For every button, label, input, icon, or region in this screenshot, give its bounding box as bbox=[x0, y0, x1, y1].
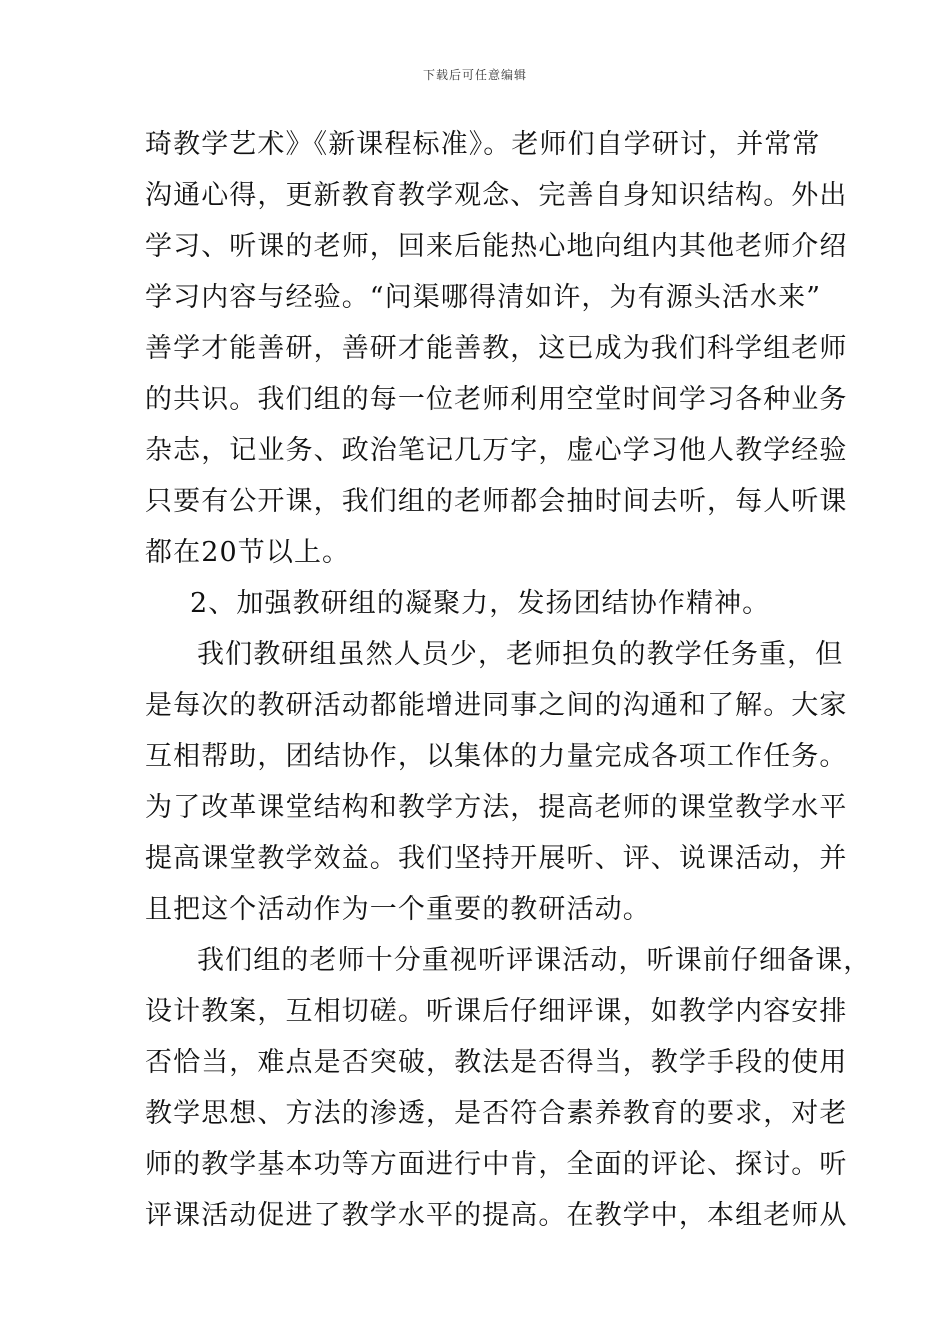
text-line: 的共识。我们组的每一位老师利用空堂时间学习各种业务 bbox=[145, 384, 848, 415]
text-line: 只要有公开课，我们组的老师都会抽时间去听，每人听课 bbox=[145, 486, 848, 517]
text-line: 杂志，记业务、政治笔记几万字，虚心学习他人教学经验 bbox=[145, 435, 848, 466]
text-line: 都在20节以上。 bbox=[145, 537, 351, 568]
text-line: 设计教案，互相切磋。听课后仔细评课，如教学内容安排 bbox=[145, 996, 848, 1027]
section-heading: 2、加强教研组的凝聚力，发扬团结协作精神。 bbox=[190, 588, 771, 619]
text-line: 学习、听课的老师，回来后能热心地向组内其他老师介绍 bbox=[145, 231, 848, 262]
text-line: 沟通心得，更新教育教学观念、完善自身知识结构。外出 bbox=[145, 180, 848, 211]
text-line: 提高课堂教学效益。我们坚持开展听、评、说课活动，并 bbox=[145, 843, 848, 874]
text-line: 学习内容与经验。“问渠哪得清如许，为有源头活水来” bbox=[145, 282, 822, 313]
text-line: 为了改革课堂结构和教学方法，提高老师的课堂教学水平 bbox=[145, 792, 848, 823]
text-line: 师的教学基本功等方面进行中肯，全面的评论、探讨。听 bbox=[145, 1149, 848, 1180]
text-line: 善学才能善研，善研才能善教，这已成为我们科学组老师 bbox=[145, 333, 848, 364]
text-line: 评课活动促进了教学水平的提高。在教学中，本组老师从 bbox=[145, 1200, 848, 1231]
text-line: 琦教学艺术》《新课程标准》。老师们自学研讨，并常常 bbox=[145, 129, 821, 160]
text-line: 互相帮助，团结协作，以集体的力量完成各项工作任务。 bbox=[145, 741, 848, 772]
paragraph-first-line: 我们教研组虽然人员少，老师担负的教学任务重，但 bbox=[197, 639, 844, 670]
text-line: 是每次的教研活动都能增进同事之间的沟通和了解。大家 bbox=[145, 690, 848, 721]
page-header-note: 下载后可任意编辑 bbox=[422, 68, 527, 82]
paragraph-first-line: 我们组的老师十分重视听评课活动，听课前仔细备课， bbox=[197, 945, 872, 976]
text-line: 教学思想、方法的渗透，是否符合素养教育的要求，对老 bbox=[145, 1098, 848, 1129]
text-line: 否恰当，难点是否突破，教法是否得当，教学手段的使用 bbox=[145, 1047, 848, 1078]
text-line: 且把这个活动作为一个重要的教研活动。 bbox=[145, 894, 651, 925]
